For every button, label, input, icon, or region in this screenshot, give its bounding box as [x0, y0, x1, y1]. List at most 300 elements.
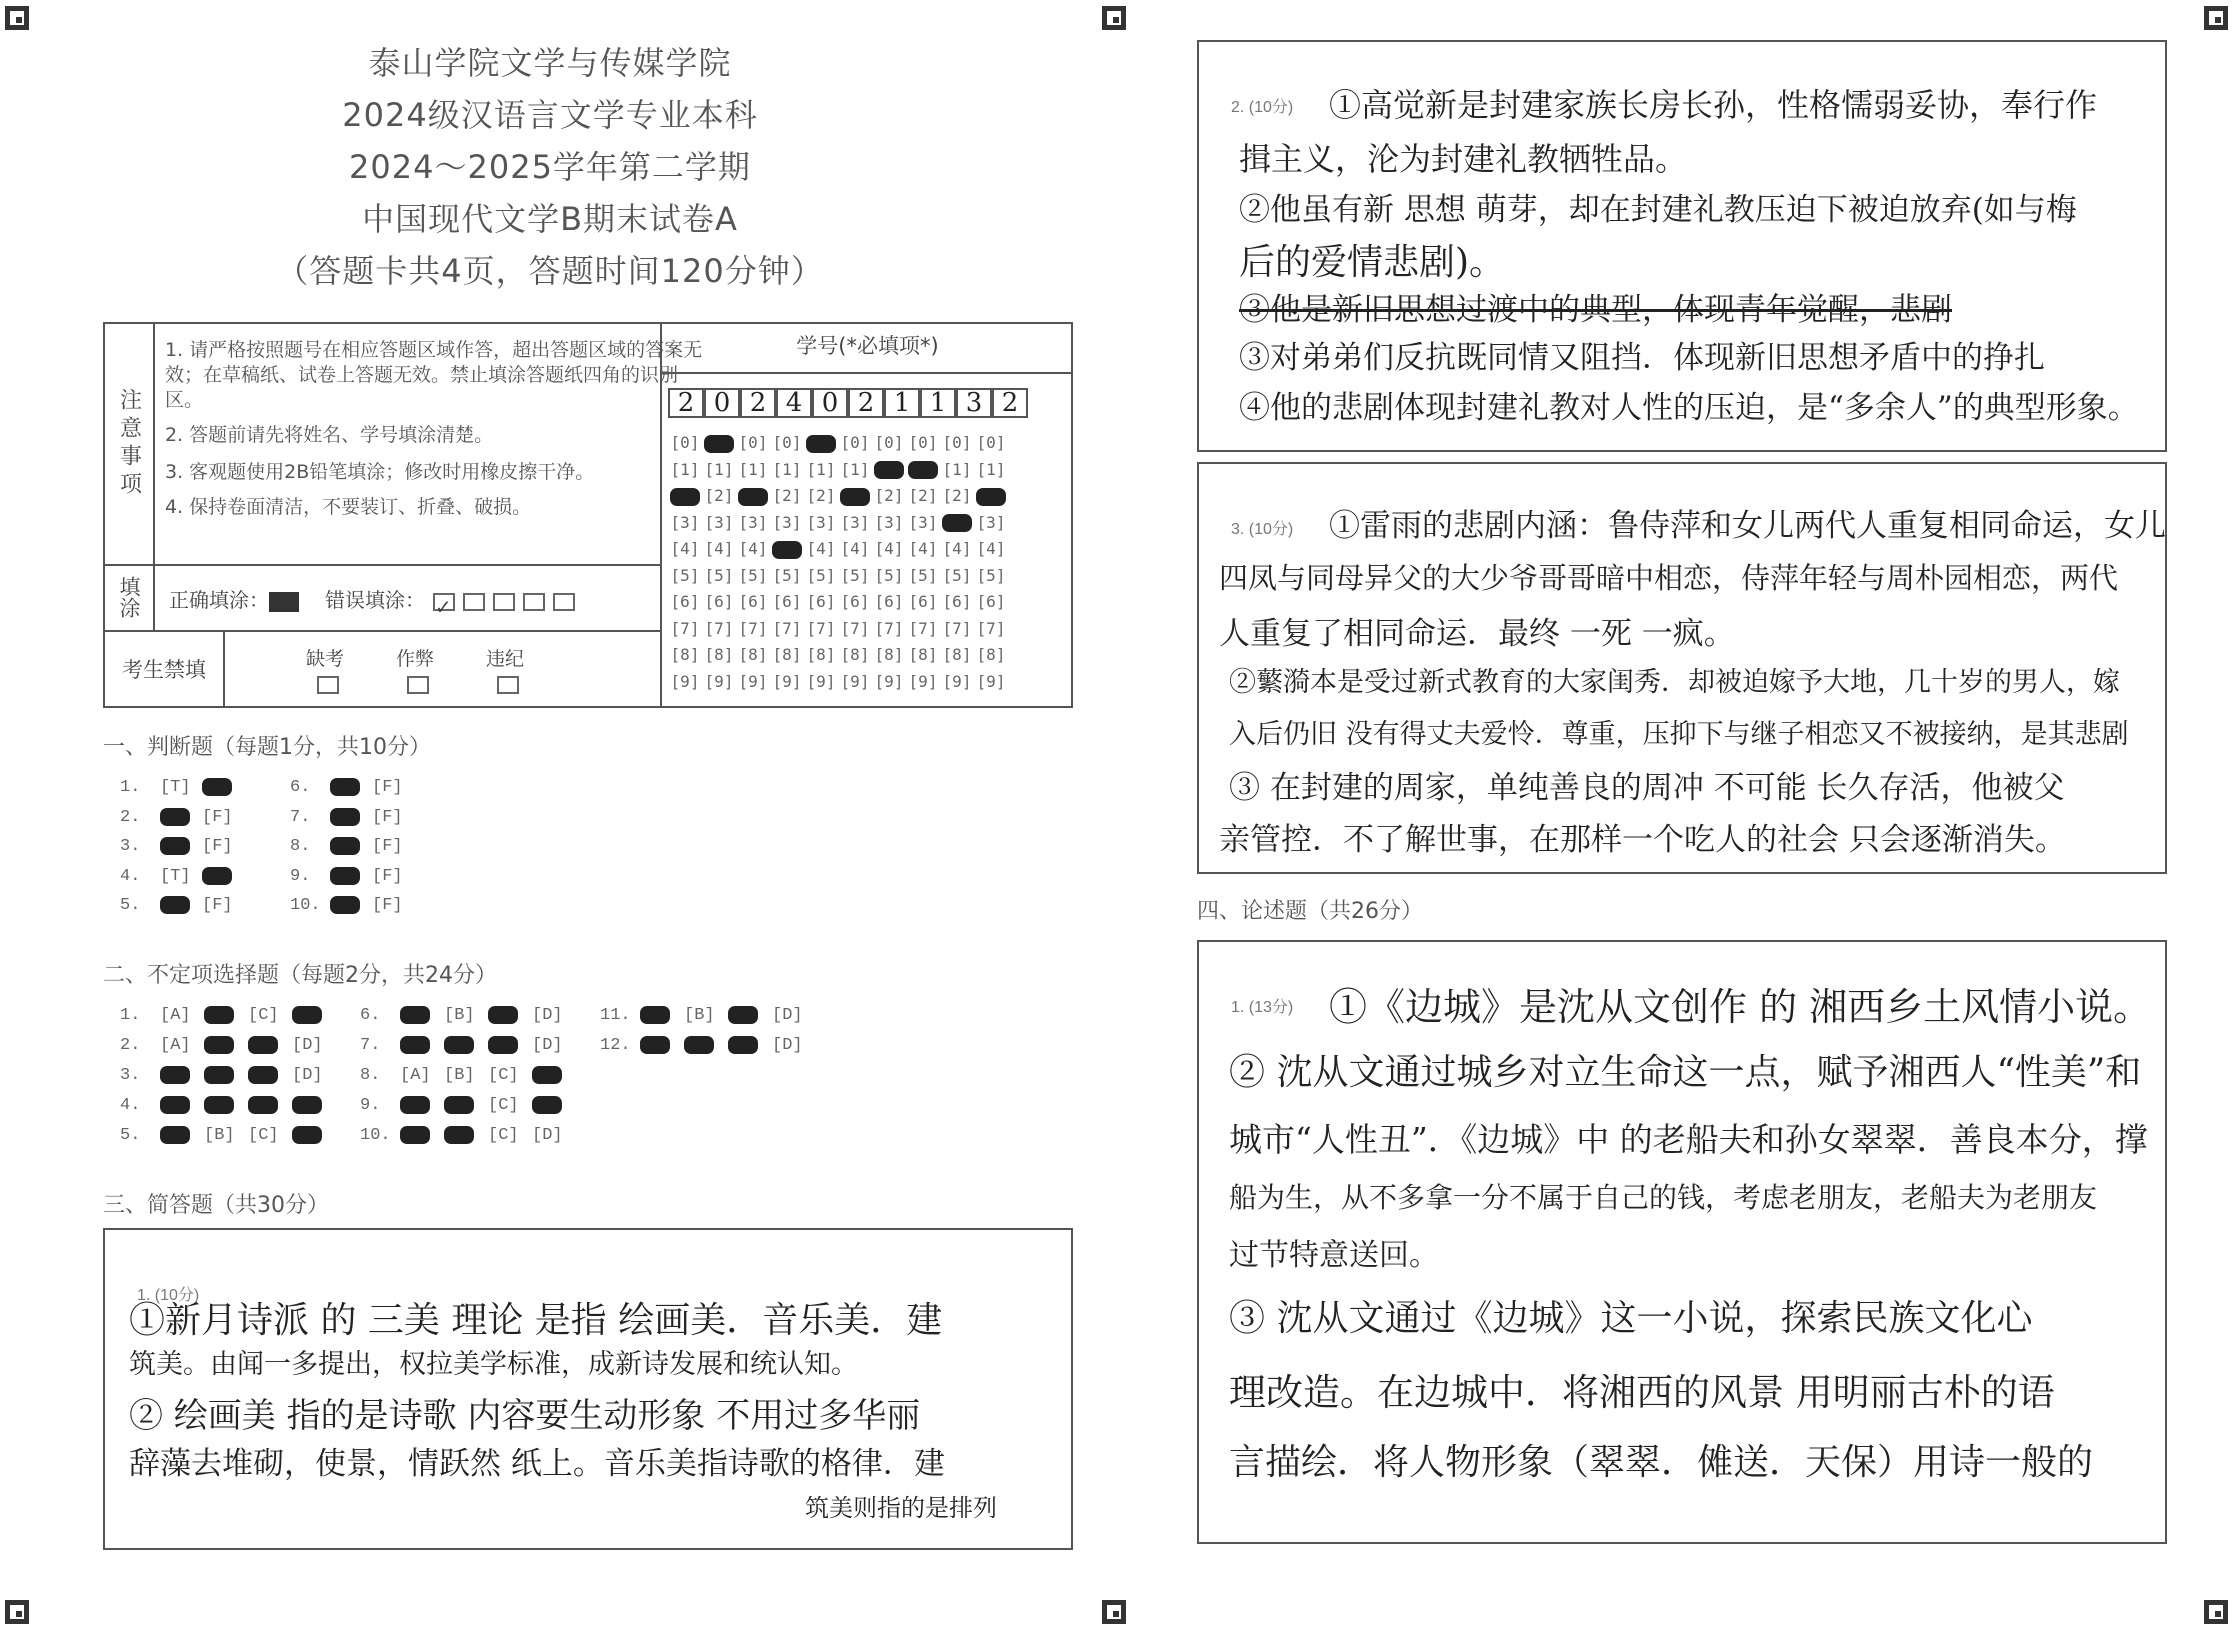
answer-bubble-filled[interactable] — [248, 1036, 292, 1055]
id-bubble[interactable]: [5] — [704, 565, 734, 585]
id-bubble[interactable]: [1] — [840, 459, 870, 479]
answer-bubble-filled[interactable] — [160, 808, 202, 827]
id-bubble[interactable]: [8] — [976, 645, 1006, 664]
answer-bubble-filled[interactable] — [532, 1096, 576, 1115]
id-bubble[interactable]: [7] — [772, 618, 802, 638]
id-bubble[interactable]: [8] — [840, 645, 870, 664]
answer-line: ②他虽有新 思想 萌芽，却在封建礼教压迫下被迫放弃(如与梅 — [1239, 192, 2077, 228]
answer-bubble-filled[interactable] — [202, 867, 244, 886]
fill-label: 填涂 — [105, 564, 155, 630]
answer-bubble[interactable]: [F] — [372, 807, 403, 827]
fill-mark — [704, 435, 734, 453]
student-id-bubble-grid[interactable] — [668, 430, 1073, 695]
id-bubble[interactable]: [9] — [908, 671, 938, 691]
id-digit: 3 — [956, 388, 992, 418]
id-bubble[interactable]: [9] — [806, 671, 836, 691]
notice-item: 4. 保持卷面清洁，不要装订、折叠、破损。 — [165, 496, 532, 518]
id-bubble[interactable]: [7] — [806, 618, 836, 638]
id-bubble[interactable]: [6] — [874, 592, 904, 611]
fill-mark — [160, 896, 190, 914]
answer-bubble-filled[interactable] — [160, 1126, 204, 1145]
id-bubble[interactable]: [3] — [670, 512, 700, 532]
id-bubble[interactable]: [3] — [976, 512, 1006, 532]
id-bubble[interactable]: [4] — [670, 539, 700, 558]
id-digit: 2 — [848, 388, 884, 418]
answer-bubble-filled[interactable] — [400, 1036, 444, 1055]
answer-line: ①雷雨的悲剧内涵：鲁侍萍和女儿两代人重复相同命运，女儿 — [1329, 508, 2166, 544]
id-bubble[interactable]: [0] — [908, 433, 938, 452]
id-digit: 4 — [776, 388, 812, 418]
id-bubble-row — [668, 510, 1073, 537]
answer-bubble-filled[interactable] — [444, 1096, 488, 1115]
answer-bubble-filled[interactable] — [728, 1036, 772, 1055]
answer-bubble[interactable]: [F] — [202, 896, 233, 916]
choice-row — [120, 1006, 336, 1025]
fill-mark — [444, 1036, 474, 1054]
id-digit: 2 — [992, 388, 1028, 418]
term-name: 2024～2025学年第二学期 — [349, 148, 751, 186]
id-bubble-filled[interactable] — [974, 483, 1008, 510]
id-bubble[interactable]: [1] — [738, 459, 768, 479]
answer-bubble-filled[interactable] — [330, 808, 372, 827]
id-bubble[interactable]: [1] — [704, 459, 734, 479]
answer-box-short-1[interactable] — [103, 1228, 1073, 1550]
answer-bubble[interactable]: [T] — [160, 778, 191, 798]
id-bubble[interactable]: [6] — [772, 592, 802, 611]
id-bubble[interactable]: [8] — [772, 645, 802, 664]
id-bubble[interactable]: [4] — [840, 539, 870, 558]
id-bubble[interactable]: [4] — [976, 539, 1006, 558]
id-bubble[interactable]: [3] — [772, 512, 802, 532]
id-digit: 2 — [740, 388, 776, 418]
answer-bubble-filled[interactable] — [292, 1006, 336, 1025]
notice-item: 2. 答题前请先将姓名、学号填涂清楚。 — [165, 424, 494, 446]
answer-box-short-3[interactable] — [1197, 462, 2167, 874]
id-bubble[interactable]: [5] — [670, 565, 700, 585]
answer-bubble[interactable]: [C] — [248, 1006, 279, 1026]
id-digit: 0 — [704, 388, 740, 418]
answer-bubble[interactable]: [D] — [292, 1036, 323, 1056]
answer-bubble-filled[interactable] — [204, 1006, 248, 1025]
answer-bubble[interactable]: [F] — [202, 837, 233, 857]
id-bubble[interactable]: [6] — [670, 592, 700, 611]
answer-bubble-filled[interactable] — [400, 1006, 444, 1025]
answer-line: ③对弟弟们反抗既同情又阻挡．体现新旧思想矛盾中的挣扎 — [1239, 340, 2045, 376]
answer-line: 后的爱情悲剧)。 — [1239, 242, 1506, 283]
id-bubble[interactable]: [3] — [908, 512, 938, 532]
id-bubble-row — [668, 642, 1073, 669]
id-bubble[interactable]: [6] — [840, 592, 870, 611]
forbid-violation: 违纪 — [485, 644, 525, 694]
id-bubble[interactable]: [5] — [840, 565, 870, 585]
fill-mark — [160, 808, 190, 826]
id-bubble-filled[interactable] — [940, 510, 974, 537]
answer-bubble-filled[interactable] — [204, 1036, 248, 1055]
id-bubble-filled[interactable] — [702, 430, 736, 457]
id-bubble[interactable]: [8] — [908, 645, 938, 664]
id-bubble[interactable]: [6] — [738, 592, 768, 611]
id-bubble[interactable]: [4] — [942, 539, 972, 558]
answer-bubble-filled[interactable] — [248, 1096, 292, 1115]
id-bubble[interactable]: [7] — [738, 618, 768, 638]
answer-bubble-filled[interactable] — [640, 1006, 684, 1025]
fill-mark — [330, 808, 360, 826]
id-bubble-filled[interactable] — [668, 483, 702, 510]
answer-bubble[interactable]: [D] — [532, 1036, 563, 1056]
id-bubble[interactable]: [9] — [738, 671, 768, 691]
answer-bubble[interactable]: [C] — [488, 1066, 519, 1086]
question-number: 8. — [360, 1066, 381, 1086]
id-bubble[interactable]: [8] — [942, 645, 972, 664]
forbid-absent: 缺考 — [305, 644, 345, 694]
id-bubble[interactable]: [8] — [704, 645, 734, 664]
id-bubble-row — [668, 536, 1073, 563]
id-bubble[interactable]: [8] — [738, 645, 768, 664]
answer-box-essay-1[interactable] — [1197, 940, 2167, 1544]
answer-bubble[interactable]: [D] — [772, 1006, 803, 1026]
answer-bubble-filled[interactable] — [204, 1096, 248, 1115]
question-number: 1. — [120, 1006, 141, 1026]
answer-box-short-2[interactable] — [1197, 40, 2167, 452]
question-number: 1. — [120, 778, 141, 798]
id-digit: 1 — [920, 388, 956, 418]
id-bubble-filled[interactable] — [838, 483, 872, 510]
section-short-answer-title: 三、简答题（共30分） — [103, 1193, 329, 1218]
id-bubble[interactable]: [9] — [942, 671, 972, 691]
fill-mark — [444, 1096, 474, 1114]
question-label: 1. (10分) — [137, 1287, 200, 1304]
fill-mark — [204, 1036, 234, 1054]
fill-correct-label: 正确填涂： — [169, 588, 269, 612]
choice-row — [360, 1096, 576, 1115]
id-bubble-filled[interactable] — [770, 536, 804, 563]
id-bubble[interactable]: [5] — [738, 565, 768, 585]
id-bubble[interactable]: [9] — [874, 671, 904, 691]
answer-line: ①《边城》是沈从文创作 的 湘西乡土风情小说。 — [1329, 985, 2152, 1029]
id-bubble[interactable]: [5] — [942, 565, 972, 585]
answer-bubble-filled[interactable] — [160, 837, 202, 856]
fill-mark — [160, 1066, 190, 1084]
fill-mark — [330, 867, 360, 885]
id-bubble-filled[interactable] — [736, 483, 770, 510]
id-bubble[interactable]: [7] — [942, 618, 972, 638]
answer-line: ③ 在封建的周家，单纯善良的周冲 不可能 长久存活，他被父 — [1229, 770, 2065, 806]
answer-bubble-filled[interactable] — [202, 778, 244, 797]
answer-line: 四凤与同母异父的大少爷哥哥暗中相恋，侍萍年轻与周朴园相恋，两代 — [1219, 561, 2119, 595]
id-bubble[interactable]: [1] — [976, 459, 1006, 479]
student-id-digits — [668, 388, 1073, 422]
answer-bubble-filled[interactable] — [330, 867, 372, 886]
question-label: 1. (13分) — [1231, 999, 1294, 1016]
id-bubble-row — [668, 483, 1073, 510]
id-bubble[interactable]: [9] — [772, 671, 802, 691]
id-bubble[interactable]: [9] — [670, 671, 700, 691]
fill-mark — [728, 1006, 758, 1024]
id-bubble[interactable]: [0] — [772, 433, 802, 452]
judgement-row — [120, 896, 244, 915]
section-choice-title: 二、不定项选择题（每题2分，共24分） — [103, 963, 497, 988]
answer-bubble[interactable]: [C] — [488, 1126, 519, 1146]
answer-bubble-filled[interactable] — [532, 1066, 576, 1085]
answer-bubble[interactable]: [C] — [488, 1096, 519, 1116]
id-bubble[interactable]: [5] — [874, 565, 904, 585]
id-bubble[interactable]: [2] — [806, 486, 836, 505]
id-bubble[interactable]: [7] — [874, 618, 904, 638]
choice-row — [120, 1066, 336, 1085]
id-bubble[interactable]: [0] — [942, 433, 972, 452]
answer-bubble[interactable]: [A] — [160, 1006, 191, 1026]
answer-bubble-filled[interactable] — [444, 1036, 488, 1055]
answer-bubble-filled[interactable] — [330, 837, 372, 856]
id-bubble[interactable]: [4] — [908, 539, 938, 558]
id-bubble[interactable]: [0] — [874, 433, 904, 452]
fill-mark — [160, 837, 190, 855]
judgement-row — [290, 837, 414, 856]
fill-mark — [976, 488, 1006, 506]
answer-line: 亲管控．不了解世事，在那样一个吃人的社会 只会逐渐消失。 — [1219, 822, 2066, 858]
id-bubble[interactable]: [7] — [908, 618, 938, 638]
id-bubble[interactable]: [8] — [874, 645, 904, 664]
corner-marker-top-center — [1102, 6, 1126, 30]
answer-bubble[interactable]: [F] — [372, 778, 403, 798]
id-bubble[interactable]: [6] — [704, 592, 734, 611]
answer-line: ④他的悲剧体现封建礼教对人性的压迫，是“多余人”的典型形象。 — [1239, 390, 2139, 426]
fill-mark — [532, 1066, 562, 1084]
id-bubble[interactable]: [7] — [976, 618, 1006, 638]
id-bubble[interactable]: [7] — [840, 618, 870, 638]
exam-note: （答题卡共4页，答题时间120分钟） — [276, 252, 824, 290]
fill-mark — [292, 1126, 322, 1144]
id-bubble[interactable]: [1] — [806, 459, 836, 479]
answer-bubble[interactable]: [D] — [292, 1066, 323, 1086]
id-bubble[interactable]: [8] — [670, 645, 700, 664]
choice-row — [360, 1006, 576, 1025]
answer-bubble-filled[interactable] — [160, 896, 202, 915]
id-bubble-filled[interactable] — [872, 457, 906, 484]
id-bubble[interactable]: [3] — [806, 512, 836, 532]
fill-mark — [400, 1096, 430, 1114]
question-number: 9. — [290, 866, 311, 886]
answer-bubble[interactable]: [D] — [532, 1126, 563, 1146]
choice-row — [120, 1096, 336, 1115]
notice-block — [103, 322, 1073, 708]
answer-bubble-filled[interactable] — [160, 1066, 204, 1085]
fill-mark — [204, 1006, 234, 1024]
fill-mark — [532, 1096, 562, 1114]
answer-line: 筑美则指的是排列 — [805, 1494, 997, 1522]
id-bubble[interactable]: [1] — [942, 459, 972, 479]
forbid-cheat: 作弊 — [395, 644, 435, 694]
fill-mark — [204, 1096, 234, 1114]
id-bubble[interactable]: [3] — [840, 512, 870, 532]
id-bubble[interactable]: [5] — [976, 565, 1006, 585]
answer-bubble-filled[interactable] — [640, 1036, 684, 1055]
id-bubble[interactable]: [1] — [772, 459, 802, 479]
answer-bubble[interactable]: [D] — [772, 1036, 803, 1056]
answer-bubble[interactable]: [D] — [532, 1006, 563, 1026]
id-digit: 1 — [884, 388, 920, 418]
bar-mark-icon — [463, 593, 485, 611]
corner-marker-bottom-left — [5, 1600, 29, 1624]
id-bubble[interactable]: [0] — [840, 433, 870, 452]
id-bubble[interactable]: [7] — [670, 618, 700, 638]
fill-mark — [874, 461, 904, 479]
fill-mark — [204, 1066, 234, 1084]
answer-line: ②蘩漪本是受过新式教育的大家闺秀．却被迫嫁予大地，几十岁的男人，嫁 — [1229, 667, 2120, 698]
answer-bubble[interactable]: [A] — [160, 1036, 191, 1056]
id-bubble[interactable]: [8] — [806, 645, 836, 664]
answer-bubble[interactable]: [F] — [372, 866, 403, 886]
fill-mark — [488, 1006, 518, 1024]
empty-mark-icon — [523, 593, 545, 611]
id-digit: 0 — [812, 388, 848, 418]
id-bubble[interactable]: [5] — [772, 565, 802, 585]
answer-bubble[interactable]: [C] — [248, 1126, 279, 1146]
fill-mark — [806, 435, 836, 453]
forbid-absent-checkbox[interactable] — [317, 676, 339, 694]
question-number: 12. — [600, 1036, 631, 1056]
question-number: 6. — [360, 1006, 381, 1026]
id-bubble[interactable]: [4] — [704, 539, 734, 558]
id-bubble[interactable]: [4] — [874, 539, 904, 558]
answer-bubble-filled[interactable] — [684, 1036, 728, 1055]
id-bubble-row — [668, 430, 1073, 457]
id-bubble[interactable]: [5] — [908, 565, 938, 585]
question-number: 11. — [600, 1006, 631, 1026]
fill-mark — [942, 514, 972, 532]
id-digit: 2 — [668, 388, 704, 418]
answer-bubble-filled[interactable] — [488, 1036, 532, 1055]
answer-bubble[interactable]: [B] — [684, 1006, 715, 1026]
answer-bubble-filled[interactable] — [488, 1006, 532, 1025]
id-bubble[interactable]: [2] — [908, 486, 938, 505]
fill-mark — [330, 896, 360, 914]
id-bubble[interactable]: [3] — [738, 512, 768, 532]
answer-bubble-filled[interactable] — [728, 1006, 772, 1025]
id-bubble[interactable]: [9] — [704, 671, 734, 691]
student-id-block — [662, 324, 1073, 695]
id-bubble[interactable]: [6] — [942, 592, 972, 611]
answer-bubble-filled[interactable] — [330, 778, 372, 797]
id-bubble[interactable]: [0] — [976, 433, 1006, 452]
id-bubble[interactable]: [6] — [976, 592, 1006, 611]
id-bubble[interactable]: [9] — [976, 671, 1006, 691]
answer-bubble-filled[interactable] — [160, 1096, 204, 1115]
id-bubble-filled[interactable] — [906, 457, 940, 484]
judgement-row — [290, 896, 414, 915]
id-bubble[interactable]: [2] — [704, 486, 734, 505]
answer-bubble-filled[interactable] — [330, 896, 372, 915]
id-bubble-filled[interactable] — [804, 430, 838, 457]
id-bubble[interactable]: [3] — [704, 512, 734, 532]
id-bubble[interactable]: [2] — [874, 486, 904, 505]
dot-mark-icon — [553, 593, 575, 611]
question-number: 4. — [120, 1096, 141, 1116]
forbid-violation-checkbox[interactable] — [497, 676, 519, 694]
fill-mark — [640, 1006, 670, 1024]
fill-mark — [292, 1096, 322, 1114]
fill-mark — [248, 1066, 278, 1084]
answer-bubble-filled[interactable] — [400, 1126, 444, 1145]
answer-line: 揖主义，沦为封建礼教牺牲品。 — [1239, 140, 1688, 178]
fill-wrong-label: 错误填涂： — [325, 588, 425, 612]
answer-bubble[interactable]: [B] — [444, 1006, 475, 1026]
notice-item: 3. 客观题使用2B铅笔填涂；修改时用橡皮擦干净。 — [165, 461, 595, 483]
answer-bubble[interactable]: [F] — [372, 837, 403, 857]
fill-mark — [684, 1036, 714, 1054]
answer-bubble-filled[interactable] — [400, 1096, 444, 1115]
student-id-label: 学号(*必填项*) — [662, 324, 1073, 374]
id-bubble[interactable]: [9] — [840, 671, 870, 691]
judgement-row — [290, 778, 414, 797]
answer-bubble-filled[interactable] — [204, 1066, 248, 1085]
id-bubble[interactable]: [5] — [806, 565, 836, 585]
id-bubble[interactable]: [0] — [738, 433, 768, 452]
answer-bubble[interactable]: [T] — [160, 866, 191, 886]
fill-mark — [400, 1006, 430, 1024]
id-bubble[interactable]: [0] — [670, 433, 700, 452]
answer-bubble-filled[interactable] — [292, 1126, 336, 1145]
id-bubble[interactable]: [4] — [806, 539, 836, 558]
id-bubble[interactable]: [7] — [704, 618, 734, 638]
answer-bubble-filled[interactable] — [248, 1066, 292, 1085]
judgement-row — [290, 808, 414, 827]
question-label: 2. (10分) — [1231, 99, 1294, 116]
answer-bubble[interactable]: [B] — [444, 1066, 475, 1086]
id-bubble[interactable]: [2] — [942, 486, 972, 505]
id-bubble-row — [668, 457, 1073, 484]
id-bubble[interactable]: [6] — [806, 592, 836, 611]
question-label: 3. (10分) — [1231, 521, 1294, 538]
answer-line: 筑美。由闻一多提出，权拉美学标准，成新诗发展和统认知。 — [129, 1349, 858, 1380]
answer-bubble-filled[interactable] — [292, 1096, 336, 1115]
answer-bubble-filled[interactable] — [444, 1126, 488, 1145]
answer-line: ② 沈从文通过城乡对立生命这一点，赋予湘西人“性美”和 — [1229, 1052, 2142, 1093]
fill-mark — [488, 1036, 518, 1054]
corner-marker-bottom-right — [2204, 1600, 2228, 1624]
answer-bubble[interactable]: [B] — [204, 1126, 235, 1146]
fill-mark — [330, 837, 360, 855]
id-bubble[interactable]: [3] — [874, 512, 904, 532]
answer-bubble[interactable]: [F] — [372, 896, 403, 916]
answer-line: ①高觉新是封建家族长房长孙，性格懦弱妥协，奉行作 — [1329, 86, 2098, 124]
id-bubble[interactable]: [1] — [670, 459, 700, 479]
answer-bubble[interactable]: [F] — [202, 807, 233, 827]
id-bubble[interactable]: [6] — [908, 592, 938, 611]
fill-mark — [400, 1126, 430, 1144]
answer-line: 人重复了相同命运．最终 一死 一疯。 — [1219, 616, 1735, 652]
question-number: 7. — [360, 1036, 381, 1056]
id-bubble[interactable]: [2] — [772, 486, 802, 505]
question-number: 5. — [120, 1126, 141, 1146]
id-bubble-row — [668, 669, 1073, 696]
fill-mark — [640, 1036, 670, 1054]
forbid-label: 考生禁填 — [105, 630, 225, 708]
choice-row — [360, 1126, 576, 1145]
fill-mark — [248, 1036, 278, 1054]
judgement-row — [290, 867, 414, 886]
id-bubble-row — [668, 589, 1073, 616]
answer-bubble[interactable]: [A] — [400, 1066, 431, 1086]
fill-mark — [738, 488, 768, 506]
id-bubble[interactable]: [4] — [738, 539, 768, 558]
answer-line: 理改造。在边城中．将湘西的风景 用明丽古朴的语 — [1229, 1371, 2055, 1414]
forbid-cheat-checkbox[interactable] — [407, 676, 429, 694]
question-number: 3. — [120, 837, 141, 857]
notice-label: 注意事项 — [105, 324, 155, 564]
judgement-row — [120, 808, 244, 827]
fill-mark — [330, 778, 360, 796]
